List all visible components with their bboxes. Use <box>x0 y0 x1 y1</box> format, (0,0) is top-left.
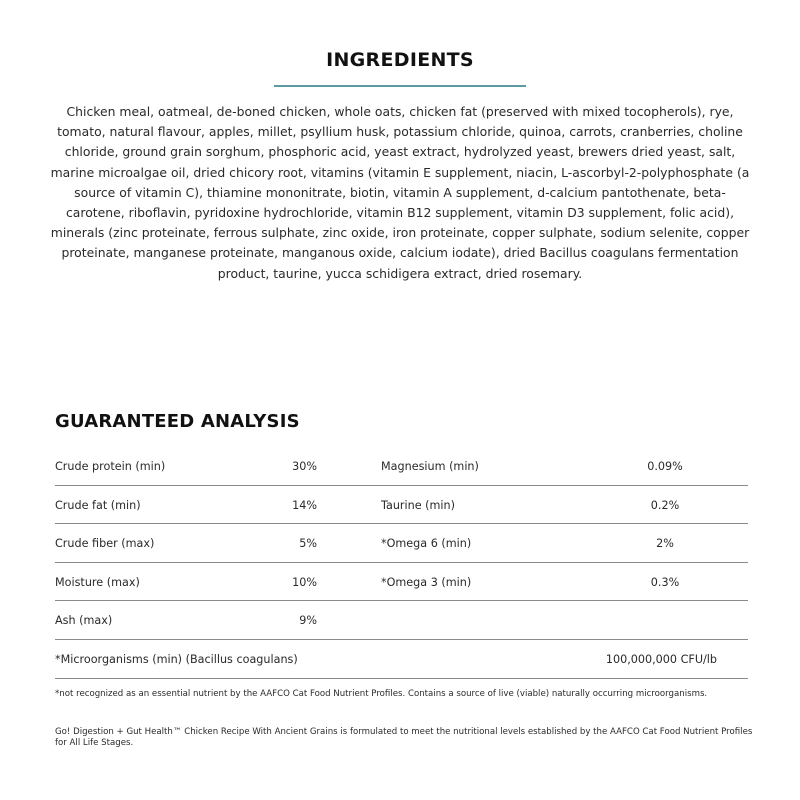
table-row <box>55 640 748 679</box>
table-row <box>55 563 748 602</box>
nutrient-value: 0.3% <box>650 575 680 589</box>
nutrient-label: *Omega 6 (min) <box>381 537 472 551</box>
guaranteed-analysis-table <box>55 447 748 679</box>
nutrient-value: 2% <box>656 537 674 551</box>
nutrient-label: Magnesium (min) <box>381 460 479 473</box>
nutrient-value: 10% <box>292 575 317 589</box>
nutrient-label: Moisture (max) <box>55 575 140 589</box>
nutrient-label: Crude fiber (max) <box>55 537 155 551</box>
nutrient-label: Crude protein (min) <box>55 460 166 473</box>
footnote-aafco-nutrient: *not recognized as an essential nutrient by the AAFCO Cat Food Nutrient Profiles. Contains a source of live (viable) naturally occurring microorganisms. <box>55 689 708 699</box>
table-row <box>55 486 748 525</box>
microorganisms-value: 100,000,000 CFU/lb <box>605 652 717 666</box>
nutrient-label: Ash (max) <box>55 614 113 628</box>
nutrient-value: 9% <box>299 614 317 628</box>
ingredients-list: Chicken meal, oatmeal, de-boned chicken, whole oats, chicken fat (preserved with mixed tocopherols), rye, tomato, natural flavour, apples, millet, psyllium husk, potassium chloride, quinoa, carrots, cranberries, choline chloride, ground grain sorghum, phosphoric acid, yeast extract, hydrolyzed yeast, brewers dried yeast, salt, marine microalgae oil, dried chicory root, vitamins (vitamin E supplement, niacin, L-ascorbyl-2-polyphosphate (a source of vitamin C), thiamine mononitrate, biotin, vitamin A supplement, d-calcium pantothenate, beta-carotene, riboflavin, pyridoxine hydrochloride, vitamin B12 supplement, vitamin D3 supplement, folic acid), minerals (zinc proteinate, ferrous sulphate, zinc oxide, iron proteinate, copper sulphate, sodium selenite, copper proteinate, manganese proteinate, manganous oxide, calcium iodate), dried Bacillus coagulans fermentation product, taurine, yucca schidigera extract, dried rosemary. <box>50 104 750 281</box>
nutrient-label: *Omega 3 (min) <box>381 575 472 589</box>
footnote-aafco-statement: Go! Digestion + Gut Health™ Chicken Recipe With Ancient Grains is formulated to meet the nutritional levels established by the AAFCO Cat Food Nutrient Profiles for All Life Stages. <box>55 727 753 748</box>
table-row <box>55 601 748 640</box>
table-row <box>55 447 748 486</box>
nutrient-value: 30% <box>292 460 317 473</box>
table-row <box>55 524 748 563</box>
ingredients-divider <box>274 85 526 87</box>
nutrient-label: Crude fat (min) <box>55 498 141 512</box>
guaranteed-analysis-title: GUARANTEED ANALYSIS <box>55 411 300 432</box>
nutrient-value: 5% <box>299 537 317 551</box>
nutrient-value: 0.09% <box>647 460 683 473</box>
ingredients-title: INGREDIENTS <box>326 49 474 71</box>
nutrient-label: Taurine (min) <box>381 498 455 512</box>
nutrient-value: 0.2% <box>650 498 680 512</box>
microorganisms-label: *Microorganisms (min) (Bacillus coagulans) <box>55 652 298 666</box>
nutrient-value: 14% <box>292 498 317 512</box>
